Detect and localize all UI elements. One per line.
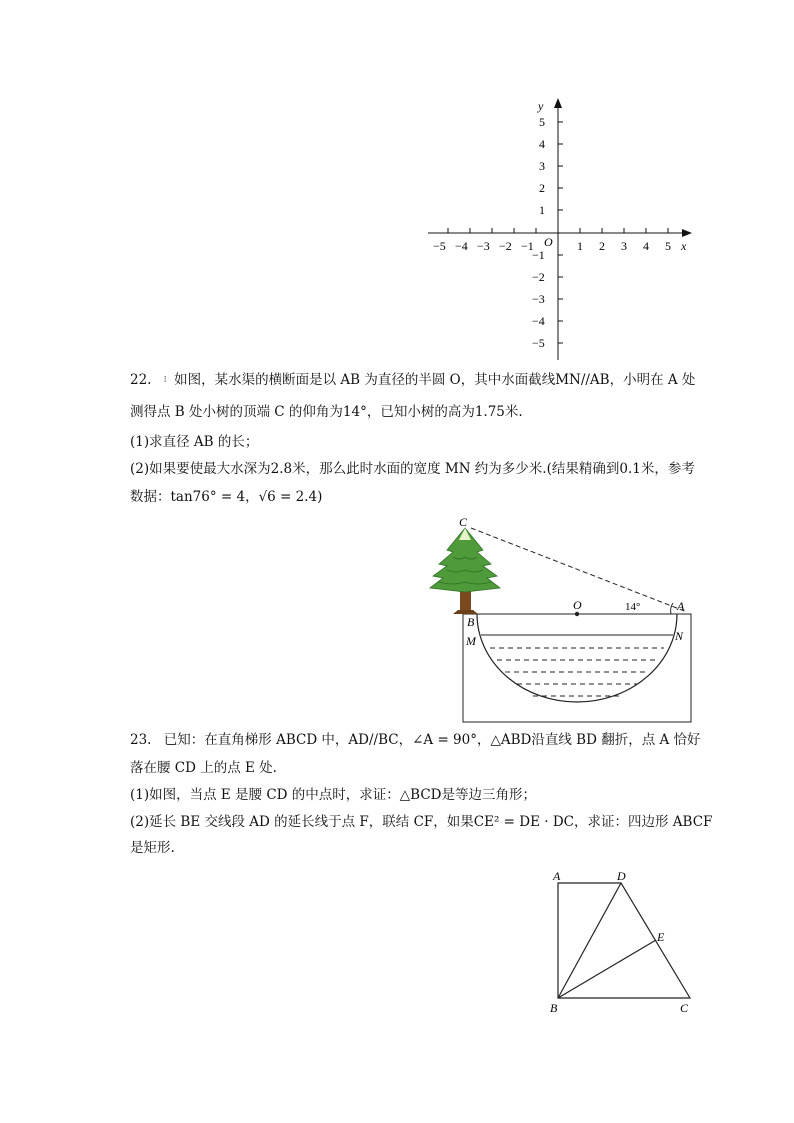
- q22-channel-figure: [425, 512, 700, 727]
- label-b: B: [467, 615, 475, 629]
- q22-line-4: (2)如果要使最大水深为2.8米，那么此时水面的宽度 MN 约为多少米.(结果精确到0.1米，参考: [130, 461, 695, 477]
- label-a: A: [553, 869, 561, 883]
- q23-line-1: [130, 731, 701, 749]
- q22-line-1: [130, 371, 695, 389]
- y-tick-label: 3: [539, 159, 545, 173]
- y-tick-label: −5: [532, 336, 545, 350]
- x-tick-label: −1: [521, 239, 534, 253]
- y-tick-label: 4: [539, 137, 545, 151]
- water-dashes: [490, 648, 664, 696]
- y-axis-arrow: [554, 98, 562, 108]
- label-a: A: [677, 599, 685, 613]
- x-tick-label: 4: [643, 239, 649, 253]
- label-b: B: [550, 1001, 558, 1015]
- channel-box: [463, 614, 691, 722]
- angle-arc: [671, 603, 673, 614]
- x-tick-label: 2: [599, 239, 605, 253]
- y-tick-label: −4: [532, 314, 545, 328]
- label-d: D: [617, 869, 626, 883]
- origin-label: O: [544, 235, 553, 249]
- label-c: C: [680, 1001, 689, 1015]
- q22-number: 22.: [130, 372, 152, 388]
- angle-label: 14°: [625, 601, 641, 613]
- x-tick-label: −5: [433, 239, 446, 253]
- q23-line-4: (2)延长 BE 交线段 AD 的延长线于点 F，联结 CF，如果CE² = DE · DC，求证：四边形 ABCF: [130, 814, 713, 830]
- q23-text-1: 已知：在直角梯形 ABCD 中，AD//BC，∠A = 90°，△ABD沿直线 BD 翻折，点 A 恰好: [163, 732, 701, 748]
- semicircle: [477, 614, 677, 702]
- label-e: E: [657, 930, 665, 944]
- q23-trapezoid-figure: [545, 866, 700, 1016]
- y-tick-label: 5: [539, 115, 545, 129]
- segment-be: [558, 940, 656, 998]
- q22-line-2: 测得点 B 处小树的顶端 C 的仰角为14°，已知小树的高为1.75米.: [130, 404, 523, 420]
- q22-line-5: 数据：tan76° = 4，√6 = 2.4): [130, 489, 323, 505]
- label-m: M: [466, 634, 476, 648]
- x-tick-label: −4: [455, 239, 468, 253]
- y-tick-label: −3: [532, 292, 545, 306]
- center-point-o: [575, 612, 579, 616]
- y-tick-label: 1: [539, 203, 545, 217]
- x-axis-label: x: [681, 239, 687, 253]
- q23-number: 23.: [130, 732, 152, 748]
- y-tick-label: −2: [532, 270, 545, 284]
- label-o: O: [573, 598, 582, 612]
- label-c: C: [459, 515, 468, 529]
- q23-line-5: 是矩形.: [130, 840, 175, 856]
- tree-icon: [430, 528, 500, 614]
- x-tick-label: −3: [477, 239, 490, 253]
- q23-line-2: 落在腰 CD 上的点 E 处.: [130, 760, 277, 776]
- q23-line-3: (1)如图，当点 E 是腰 CD 的中点时，求证：△BCD是等边三角形；: [130, 787, 537, 803]
- diagonal-bd: [558, 883, 621, 998]
- q22-dot-marker: ⁝: [163, 375, 167, 385]
- label-n: N: [675, 629, 684, 643]
- y-axis-label: y: [538, 99, 544, 113]
- x-tick-label: −2: [499, 239, 512, 253]
- y-tick-label: −1: [532, 248, 545, 262]
- trapezoid-abcd: [558, 883, 690, 998]
- x-axis-arrow: [682, 229, 692, 237]
- x-tick-label: 3: [621, 239, 627, 253]
- x-tick-label: 1: [577, 239, 583, 253]
- q22-line-3: (1)求直径 AB 的长；: [130, 434, 259, 450]
- q22-text-1: 如图，某水渠的横断面是以 AB 为直径的半圆 O，其中水面截线MN//AB，小明在 A 处: [174, 372, 696, 388]
- coordinate-plane-figure: [420, 92, 710, 367]
- x-tick-label: 5: [665, 239, 671, 253]
- y-tick-label: 2: [539, 181, 545, 195]
